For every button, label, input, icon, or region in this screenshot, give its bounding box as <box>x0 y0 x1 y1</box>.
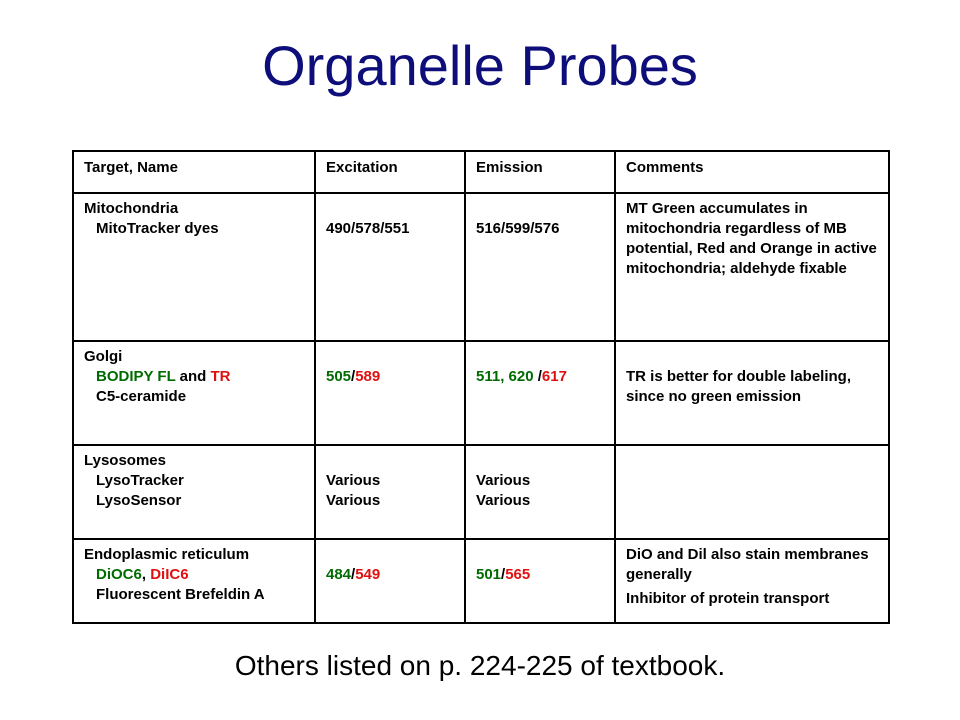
cell-excitation-lysosomes <box>315 445 465 539</box>
cell-comments-er <box>615 539 889 623</box>
emission-green: 511, 620 <box>476 368 538 385</box>
excitation-red: 549 <box>355 566 381 583</box>
table-row-endoplasmic-reticulum <box>73 539 889 623</box>
organelle-probes-table <box>72 150 890 624</box>
excitation-value <box>326 367 454 387</box>
probe-name-2: C5-ceramide <box>96 388 187 405</box>
table-row-lysosomes <box>73 445 889 539</box>
probe-name-2: Fluorescent Brefeldin A <box>96 586 265 603</box>
excitation-value <box>326 565 454 585</box>
excitation-separator: / <box>351 368 356 385</box>
emission-separator: / <box>501 566 506 583</box>
comment-text: TR is better for double labeling, since no green emission <box>626 368 852 405</box>
organelle-name: Lysosomes <box>84 452 166 469</box>
cell-target-golgi <box>73 341 315 445</box>
cell-emission-mitochondria <box>465 193 615 341</box>
emission-separator: / <box>537 368 542 385</box>
emission-value <box>476 565 604 585</box>
excitation-value: Various <box>326 472 381 489</box>
emission-red: 565 <box>505 566 531 583</box>
cell-emission-er <box>465 539 615 623</box>
probe-diic6: DiIC6 <box>150 566 189 583</box>
probe-join-text: and <box>175 368 211 385</box>
excitation-separator: / <box>351 566 356 583</box>
header-target-name: Target, Name <box>73 151 315 193</box>
table-row-mitochondria <box>73 193 889 341</box>
cell-excitation-golgi <box>315 341 465 445</box>
table-header-row <box>73 151 889 193</box>
probe-name-2: LysoSensor <box>96 492 182 509</box>
cell-comments-mitochondria: MT Green accumulates in mitochondria regardless of MB potential, Red and Orange in active mitochondria; aldehyde fixable <box>615 193 889 341</box>
comment-text: DiO and Dil also stain membranes generally <box>626 546 869 583</box>
organelle-name: Mitochondria <box>84 200 179 217</box>
emission-value: 516/599/576 <box>476 220 560 237</box>
excitation-value-2: Various <box>326 492 381 509</box>
probe-bodipy-fl: BODIPY FL <box>96 368 176 385</box>
excitation-value: 490/578/551 <box>326 220 410 237</box>
footer-note: Others listed on p. 224-225 of textbook. <box>234 650 726 681</box>
cell-target-er <box>73 539 315 623</box>
cell-comments-lysosomes <box>615 445 889 539</box>
cell-emission-lysosomes <box>465 445 615 539</box>
cell-emission-golgi <box>465 341 615 445</box>
excitation-green: 484 <box>326 566 352 583</box>
cell-excitation-er <box>315 539 465 623</box>
probe-join-text: , <box>141 566 151 583</box>
cell-excitation-mitochondria <box>315 193 465 341</box>
emission-value <box>476 367 604 387</box>
organelle-name: Golgi <box>84 348 123 365</box>
probe-tr: TR <box>210 368 231 385</box>
probe-name: LysoTracker <box>96 472 184 489</box>
probe-name <box>84 565 304 585</box>
emission-value: Various <box>476 472 531 489</box>
table-row-golgi <box>73 341 889 445</box>
probe-dioc6: DiOC6 <box>96 566 142 583</box>
slide-title: Organelle Probes <box>262 34 698 97</box>
comment-text-2: Inhibitor of protein transport <box>626 590 830 607</box>
emission-red: 617 <box>541 368 567 385</box>
header-emission: Emission <box>465 151 615 193</box>
emission-green: 501 <box>476 566 502 583</box>
emission-value-2: Various <box>476 492 531 509</box>
excitation-red: 589 <box>355 368 381 385</box>
probe-name: MitoTracker dyes <box>96 220 219 237</box>
organelle-name: Endoplasmic reticulum <box>84 546 250 563</box>
cell-target-mitochondria <box>73 193 315 341</box>
cell-target-lysosomes <box>73 445 315 539</box>
header-excitation: Excitation <box>315 151 465 193</box>
probe-name <box>84 367 304 387</box>
excitation-green: 505 <box>326 368 352 385</box>
cell-comments-golgi <box>615 341 889 445</box>
header-comments: Comments <box>615 151 889 193</box>
